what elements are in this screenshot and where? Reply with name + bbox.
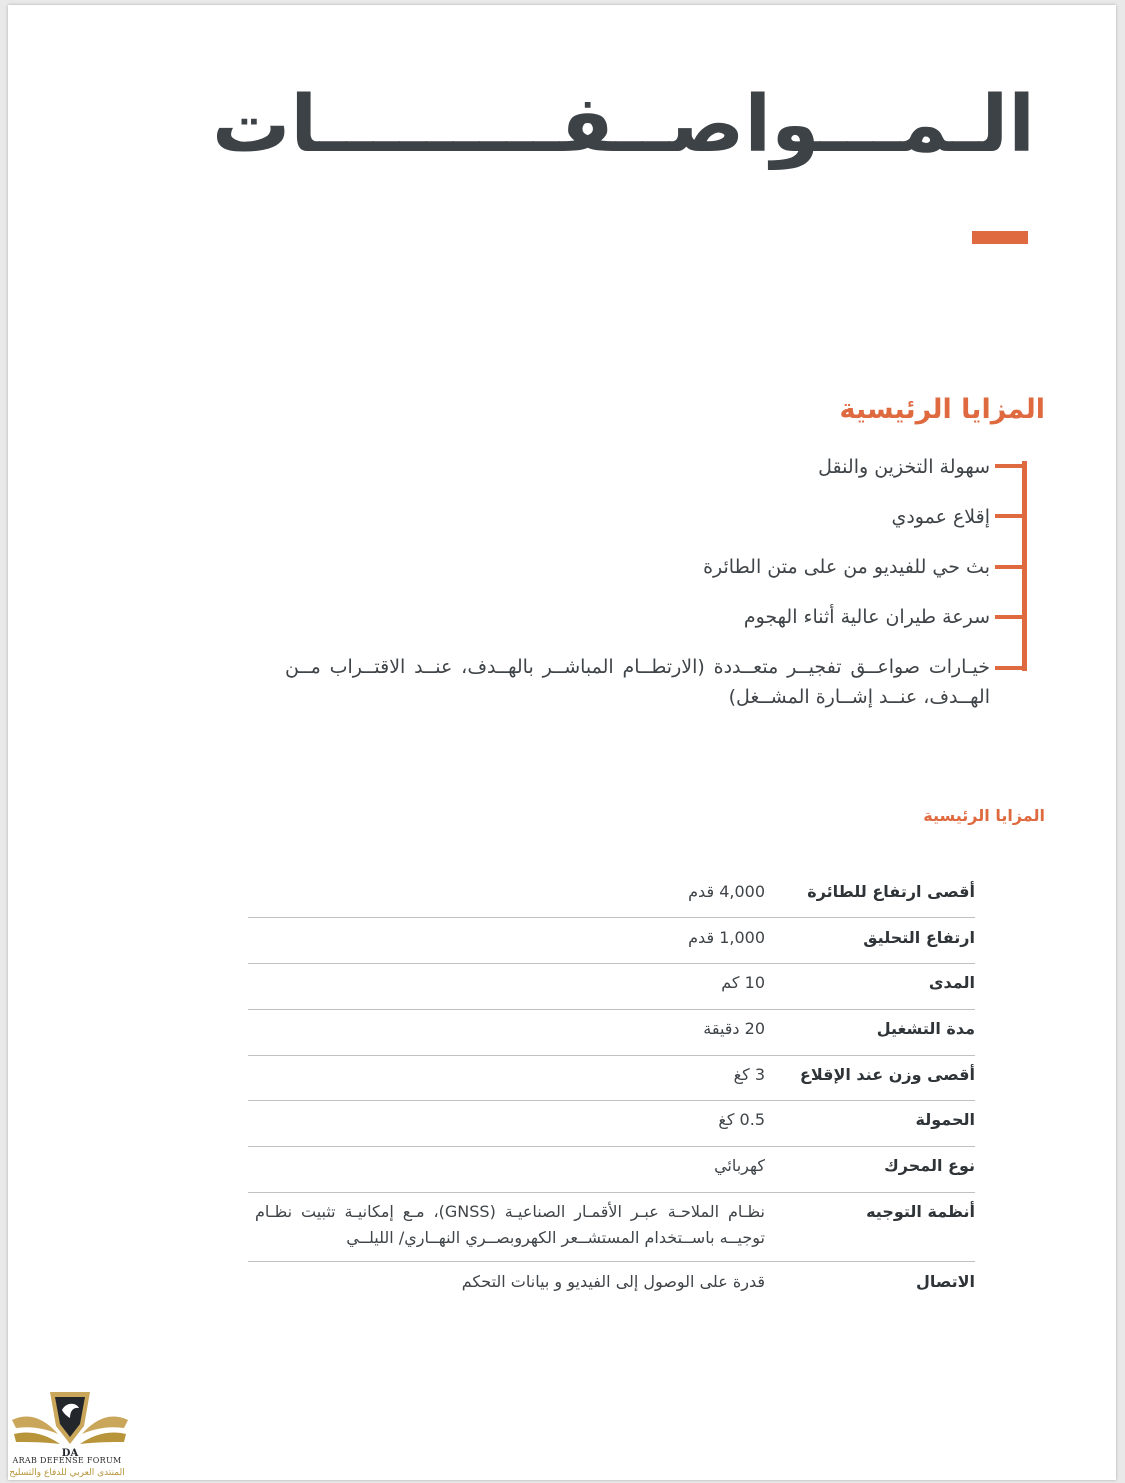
row-divider (248, 1192, 975, 1193)
spec-value: قدرة على الوصول إلى الفيديو و بيانات التحكم (461, 1272, 765, 1291)
spec-value: 0.5 كغ (718, 1110, 765, 1129)
row-divider (248, 917, 975, 918)
spec-value: 10 كم (721, 973, 765, 992)
wing-left-lower (14, 1432, 60, 1444)
feature-tick (995, 464, 1027, 468)
wing-right (82, 1416, 128, 1434)
row-divider (248, 1055, 975, 1056)
features-heading: المزايا الرئيسية (839, 394, 1045, 425)
spec-label: الحمولة (915, 1110, 975, 1129)
feature-item: سهولة التخزين والنقل (818, 456, 990, 478)
row-divider (248, 1009, 975, 1010)
row-divider (248, 963, 975, 964)
specs-heading: المزايا الرئيسية (923, 806, 1045, 825)
spec-label: المدى (928, 973, 975, 992)
spec-label: ارتفاع التحليق (863, 928, 975, 947)
feature-item: خيـارات صواعــق تفجيــر متعــددة (الارتطــام المباشــر بالهــدف، عنــد الاقتــراب مــن الهــدف، عنــد إشــارة المشــغل) (285, 656, 990, 708)
spec-value: نظـام الملاحـة عبـر الأقمـار الصناعيـة (GNSS)، مـع إمكانيـة تثبيت نظـام توجيــه باســتخدام المستشــعر الكهروبصــري النهــاري/ الليلــي (255, 1202, 765, 1247)
spec-label: أنظمة التوجيه (866, 1202, 975, 1221)
feature-tick (995, 565, 1027, 569)
wing-right-lower (80, 1432, 126, 1444)
row-divider (248, 1100, 975, 1101)
row-divider (248, 1261, 975, 1262)
feature-item: بث حي للفيديو من على متن الطائرة (703, 556, 990, 578)
spec-value: 20 دقيقة (703, 1019, 765, 1038)
title-accent-bar (972, 231, 1028, 244)
feature-item: إقلاع عمودي (891, 506, 990, 528)
feature-tick (995, 514, 1027, 518)
spec-label: مدة التشغيل (876, 1019, 975, 1038)
spec-value: 4,000 قدم (688, 882, 765, 901)
logo-letters: DA (61, 1448, 79, 1459)
feature-tick (995, 666, 1027, 670)
logo-name-en: ARAB DEFENSE FORUM (12, 1456, 122, 1465)
wing-left (12, 1416, 58, 1434)
row-divider (248, 1146, 975, 1147)
spec-value: 1,000 قدم (688, 928, 765, 947)
spec-label: الاتصال (915, 1272, 975, 1291)
spec-label: أقصى ارتفاع للطائرة (807, 882, 975, 901)
document-page (8, 5, 1116, 1480)
feature-item: سرعة طيران عالية أثناء الهجوم (743, 606, 990, 628)
page-title: الـمـــواصــفـــــــــات (211, 80, 1035, 170)
spec-label: أقصى وزن عند الإقلاع (799, 1065, 975, 1084)
spec-label: نوع المحرك (884, 1156, 975, 1175)
feature-tick (995, 615, 1027, 619)
logo-name-ar: المنتدى العربي للدفاع والتسليح (9, 1468, 125, 1478)
spec-value: 3 كغ (733, 1065, 765, 1084)
spec-value: كهربائي (714, 1156, 765, 1175)
